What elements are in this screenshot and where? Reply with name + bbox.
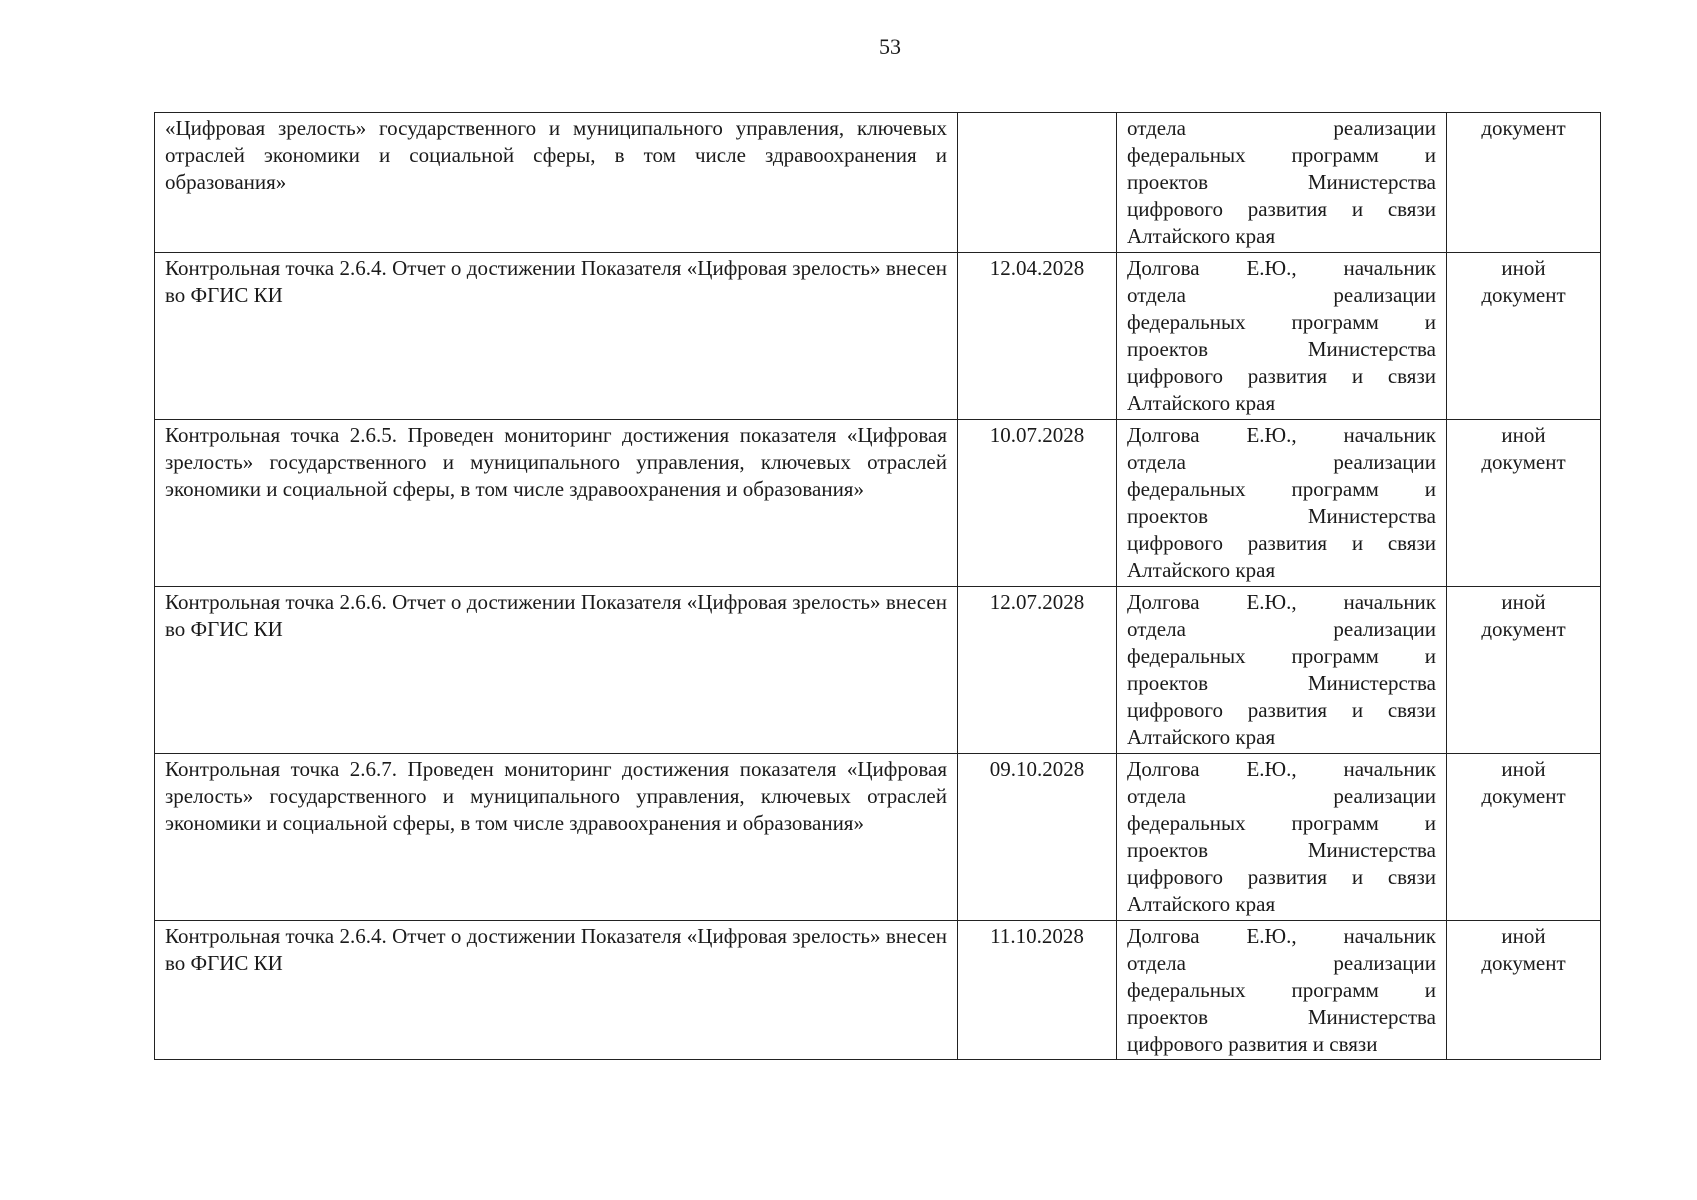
control-point-description: Контрольная точка 2.6.5. Проведен мониторинг достижения показателя «Цифровая зрелость» государственного и муниципального управления, ключевых отраслей экономики и социальной сферы, в том числе здравоохранения и образования» [155,420,958,587]
responsible-line: Долгова Е.Ю., начальник [1127,256,1436,280]
responsible-line: Алтайского края [1127,558,1276,582]
responsible-line: Алтайского края [1127,725,1276,749]
responsible-person [1117,253,1447,420]
responsible-person [1117,921,1447,1060]
table-row [155,587,1601,754]
table-row [155,253,1601,420]
responsible-line: отдела реализации [1127,951,1436,975]
responsible-person [1117,420,1447,587]
responsible-line: проектов Министерства [1127,671,1436,695]
control-point-description: Контрольная точка 2.6.6. Отчет о достижении Показателя «Цифровая зрелость» внесен во ФГИС КИ [155,587,958,754]
responsible-line: цифрового развития и связи [1127,531,1436,555]
responsible-line: Алтайского края [1127,224,1276,248]
page-number: 53 [879,34,901,59]
control-point-description: Контрольная точка 2.6.4. Отчет о достижении Показателя «Цифровая зрелость» внесен во ФГИС КИ [155,921,958,1060]
responsible-line: проектов Министерства [1127,170,1436,194]
control-point-description: «Цифровая зрелость» государственного и муниципального управления, ключевых отраслей экономики и социальной сферы, в том числе здравоохранения и образования» [155,113,958,253]
responsible-line: федеральных программ и [1127,978,1436,1002]
deadline-date: 12.07.2028 [958,587,1117,754]
document-type: документ [1447,113,1601,253]
responsible-line: отдела реализации [1127,617,1436,641]
responsible-line: цифрового развития и связи [1127,364,1436,388]
table-row [155,113,1601,253]
responsible-line: цифрового развития и связи [1127,197,1436,221]
table-row [155,921,1601,1060]
responsible-line: Алтайского края [1127,391,1276,415]
document-type: иной документ [1447,587,1601,754]
control-point-description: Контрольная точка 2.6.4. Отчет о достижении Показателя «Цифровая зрелость» внесен во ФГИС КИ [155,253,958,420]
responsible-line: цифрового развития и связи [1127,1032,1378,1056]
responsible-line: отдела реализации [1127,116,1436,140]
responsible-line: федеральных программ и [1127,310,1436,334]
document-type: иной документ [1447,253,1601,420]
responsible-person [1117,113,1447,253]
responsible-line: отдела реализации [1127,784,1436,808]
responsible-person [1117,754,1447,921]
deadline-date [958,113,1117,253]
responsible-line: федеральных программ и [1127,644,1436,668]
control-points-table [154,112,1601,1060]
responsible-line: проектов Министерства [1127,1005,1436,1029]
responsible-line: Долгова Е.Ю., начальник [1127,423,1436,447]
responsible-line: Долгова Е.Ю., начальник [1127,924,1436,948]
document-type: иной документ [1447,754,1601,921]
table-row [155,754,1601,921]
responsible-line: проектов Министерства [1127,838,1436,862]
table-row [155,420,1601,587]
responsible-line: цифрового развития и связи [1127,698,1436,722]
responsible-line: Алтайского края [1127,892,1276,916]
deadline-date: 11.10.2028 [958,921,1117,1060]
responsible-line: Долгова Е.Ю., начальник [1127,590,1436,614]
deadline-date: 09.10.2028 [958,754,1117,921]
document-type: иной документ [1447,420,1601,587]
responsible-person [1117,587,1447,754]
responsible-line: цифрового развития и связи [1127,865,1436,889]
document-type: иной документ [1447,921,1601,1060]
responsible-line: отдела реализации [1127,283,1436,307]
responsible-line: федеральных программ и [1127,477,1436,501]
deadline-date: 10.07.2028 [958,420,1117,587]
responsible-line: федеральных программ и [1127,143,1436,167]
responsible-line: федеральных программ и [1127,811,1436,835]
control-point-description: Контрольная точка 2.6.7. Проведен мониторинг достижения показателя «Цифровая зрелость» государственного и муниципального управления, ключевых отраслей экономики и социальной сферы, в том числе здравоохранения и образования» [155,754,958,921]
responsible-line: проектов Министерства [1127,337,1436,361]
responsible-line: проектов Министерства [1127,504,1436,528]
deadline-date: 12.04.2028 [958,253,1117,420]
responsible-line: Долгова Е.Ю., начальник [1127,757,1436,781]
responsible-line: отдела реализации [1127,450,1436,474]
